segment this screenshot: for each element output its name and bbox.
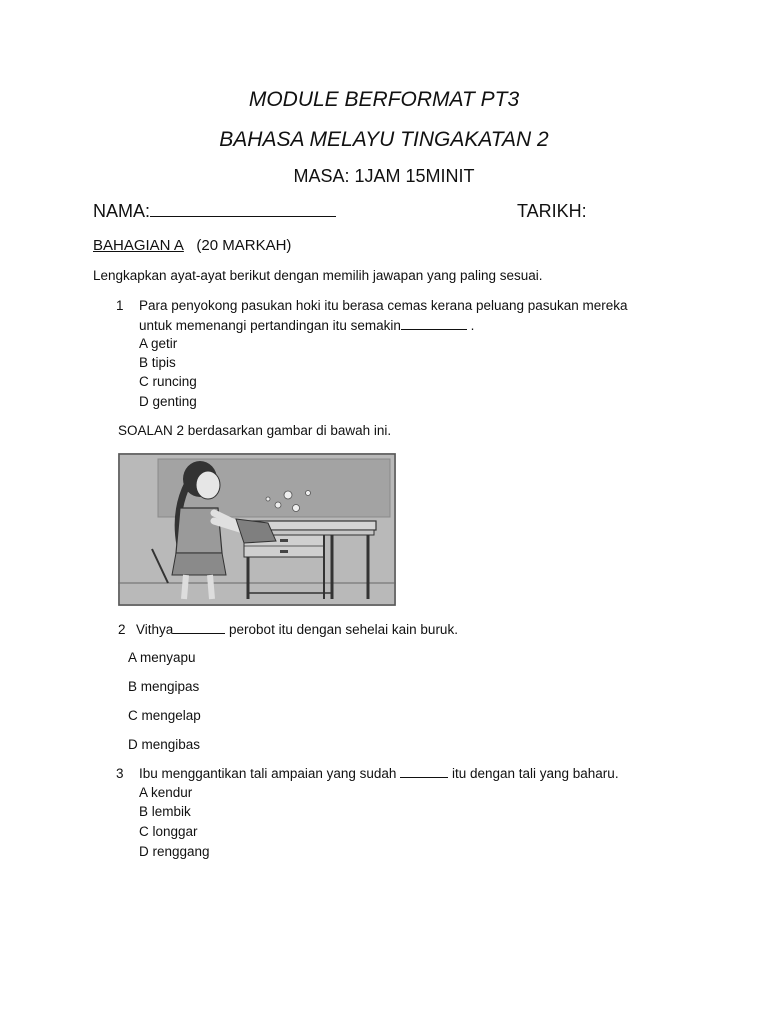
q1-option-b[interactable]: B tipis [139, 355, 176, 370]
name-blank-line [150, 216, 336, 217]
q2-option-d[interactable]: D mengibas [128, 737, 201, 752]
q1-text-line1: Para penyokong pasukan hoki itu berasa cemas kerana peluang pasukan mereka [139, 298, 628, 313]
q1-text-before-blank: untuk memenangi pertandingan itu semakin [139, 318, 401, 333]
q3-option-d[interactable]: D renggang [139, 844, 210, 859]
section-marks: (20 MARKAH) [196, 237, 292, 254]
q1-option-c[interactable]: C runcing [139, 374, 197, 389]
name-field [93, 201, 336, 222]
q3-text [139, 766, 619, 781]
module-title: MODULE BERFORMAT PT3 [248, 88, 520, 111]
q3-text-after-blank: itu dengan tali yang baharu. [448, 766, 619, 781]
q2-number: 2 [118, 622, 126, 637]
q3-option-c[interactable]: C longgar [139, 824, 198, 839]
subject-title: BAHASA MELAYU TINGAKATAN 2 [219, 128, 549, 151]
q1-blank [401, 329, 467, 330]
q2-text [136, 622, 458, 637]
q3-option-b[interactable]: B lembik [139, 804, 191, 819]
section-heading [93, 237, 291, 254]
girl-wiping-table-picture [118, 453, 396, 606]
duration-text: MASA: 1JAM 15MINIT [293, 166, 475, 186]
q2-option-a[interactable]: A menyapu [128, 650, 196, 665]
q3-number: 3 [116, 766, 124, 781]
date-label: TARIKH: [517, 201, 587, 221]
section-title: BAHAGIAN A [93, 237, 184, 254]
q2-option-b[interactable]: B mengipas [128, 679, 200, 694]
name-label: NAMA: [93, 201, 151, 221]
section-instruction: Lengkapkan ayat-ayat berikut dengan memilih jawapan yang paling sesuai. [93, 268, 543, 283]
q3-blank [400, 777, 448, 778]
q1-text-after-blank: . [466, 318, 475, 333]
q3-option-a[interactable]: A kendur [139, 785, 193, 800]
q2-text-after-blank: perobot itu dengan sehelai kain buruk. [225, 622, 458, 637]
q1-text-line2 [139, 318, 474, 333]
q2-option-c[interactable]: C mengelap [128, 708, 201, 723]
q2-blank [173, 633, 225, 634]
q1-number: 1 [116, 298, 124, 313]
q1-option-a[interactable]: A getir [139, 336, 178, 351]
q2-intro: SOALAN 2 berdasarkan gambar di bawah ini. [118, 423, 392, 438]
q3-text-before-blank: Ibu menggantikan tali ampaian yang sudah [139, 766, 401, 781]
q1-option-d[interactable]: D genting [139, 394, 197, 409]
q2-text-before-blank: Vithya [136, 622, 174, 637]
